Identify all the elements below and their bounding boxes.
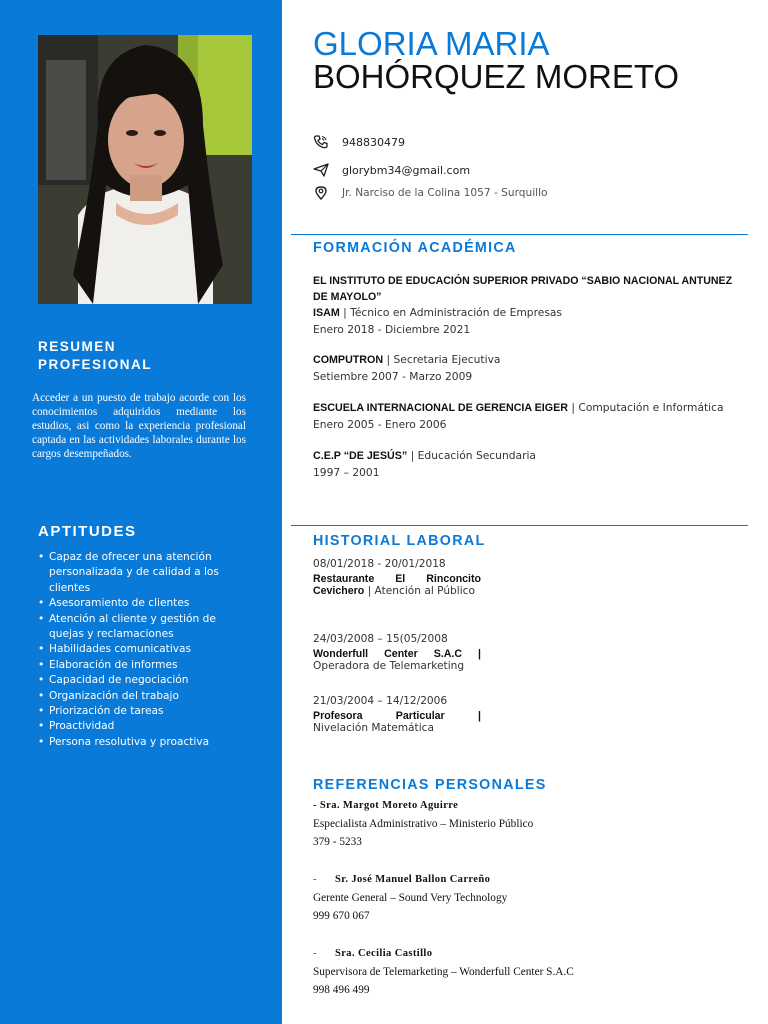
education-school: C.E.P “DE JESÚS” xyxy=(313,450,408,462)
send-icon xyxy=(313,163,331,177)
location-pin-icon xyxy=(313,186,331,200)
skill-item: • Proactividad xyxy=(38,719,238,734)
summary-text: Acceder a un puesto de trabajo acorde con los conocimientos adquiridos mediante los estudios, asi como la experiencia profesional captada en las actividades laborales durante los cargos desempeñados. xyxy=(32,392,246,460)
reference-name: Sra. Cecilia Castillo xyxy=(335,948,433,959)
skill-item: • Habilidades comunicativas xyxy=(38,642,238,657)
address-text: Jr. Narciso de la Colina 1057 - Surquillo xyxy=(342,187,548,199)
phone-number: 948830479 xyxy=(342,135,405,149)
divider-work xyxy=(291,525,748,526)
profile-photo xyxy=(38,35,252,304)
education-school: COMPUTRON xyxy=(313,354,384,366)
education-program: Técnico en Administración de Empresas xyxy=(350,306,562,319)
references-title: REFERENCIAS PERSONALES xyxy=(313,777,547,793)
work-company-cont: Cevichero xyxy=(313,585,365,597)
email-address[interactable]: glorybm34@gmail.com xyxy=(342,163,471,177)
reference-position: Especialista Administrativo – Ministerio Público xyxy=(313,818,534,830)
reference-phone: 379 - 5233 xyxy=(313,836,362,848)
skill-item: • Capaz de ofrecer una atención personalizada y de calidad a los clientes xyxy=(38,550,238,596)
education-item: EL INSTITUTO DE EDUCACIÓN SUPERIOR PRIVADO “SABIO NACIONAL ANTUNEZ DE MAYOLO” ISAM | Técnico en Administración de Empresas Enero 2018 - Diciembre 2021 xyxy=(313,274,738,337)
skill-item: • Persona resolutiva y proactiva xyxy=(38,735,238,750)
reference-name: Sra. Margot Moreto Aguirre xyxy=(319,800,459,811)
work-item: 08/01/2018 - 20/01/2018 Restaurante El Rinconcito Cevichero | Atención al Público xyxy=(313,558,481,597)
work-company: Wonderfull Center S.A.C | xyxy=(313,647,481,660)
skill-item: • Capacidad de negociación xyxy=(38,673,238,688)
skill-item: • Atención al cliente y gestión de quejas y reclamaciones xyxy=(38,612,238,643)
skills-list xyxy=(38,550,238,750)
work-title: HISTORIAL LABORAL xyxy=(313,533,486,549)
reference-name: Sr. José Manuel Ballon Carreño xyxy=(335,874,491,885)
work-dates: 08/01/2018 - 20/01/2018 xyxy=(313,558,446,570)
skill-item: • Asesoramiento de clientes xyxy=(38,596,238,611)
education-dates: Enero 2018 - Diciembre 2021 xyxy=(313,322,471,336)
work-company: Restaurante El Rinconcito xyxy=(313,572,481,585)
work-role: Operadora de Telemarketing xyxy=(313,660,465,672)
education-school: ESCUELA INTERNACIONAL DE GERENCIA EIGER xyxy=(313,402,568,414)
education-dates: Enero 2005 - Enero 2006 xyxy=(313,417,447,431)
contact-email xyxy=(313,163,470,177)
reference-phone: 998 496 499 xyxy=(313,984,370,996)
sidebar xyxy=(0,0,282,1024)
work-dates: 21/03/2004 – 14/12/2006 xyxy=(313,695,448,707)
education-program: Educación Secundaria xyxy=(417,449,536,462)
education-title: FORMACIÓN ACADÉMICA xyxy=(313,240,517,256)
education-item: C.E.P “DE JESÚS” | Educación Secundaria 1997 – 2001 xyxy=(313,448,738,480)
reference-item: - Sr. José Manuel Ballon Carreño Gerente General – Sound Very Technology 999 670 067 xyxy=(313,871,743,925)
phone-icon xyxy=(313,135,331,149)
summary-title xyxy=(38,338,152,374)
education-item: COMPUTRON | Secretaria Ejecutiva Setiembre 2007 - Marzo 2009 xyxy=(313,352,738,384)
education-dates: 1997 – 2001 xyxy=(313,465,380,479)
skill-item: • Priorización de tareas xyxy=(38,704,238,719)
work-role: Nivelación Matemática xyxy=(313,722,434,734)
education-item: ESCUELA INTERNACIONAL DE GERENCIA EIGER | Computación e Informática Enero 2005 - Enero 2006 xyxy=(313,400,738,432)
skill-item: • Elaboración de informes xyxy=(38,658,238,673)
work-dates: 24/03/2008 – 15(05/2008 xyxy=(313,633,448,645)
summary-title-line-2: PROFESIONAL xyxy=(38,357,153,372)
last-name: BOHÓRQUEZ MORETO xyxy=(313,58,680,95)
summary-title-line-1: RESUMEN xyxy=(38,339,117,354)
education-program-abbr: ISAM xyxy=(313,307,340,319)
education-dates: Setiembre 2007 - Marzo 2009 xyxy=(313,369,473,383)
reference-phone: 999 670 067 xyxy=(313,910,370,922)
reference-position: Supervisora de Telemarketing – Wonderfull Center S.A.C xyxy=(313,966,574,978)
first-name: GLORIA MARIA xyxy=(313,25,550,62)
education-program: Computación e Informática xyxy=(578,401,724,414)
contact-address xyxy=(313,186,548,200)
skills-title: APTITUDES xyxy=(38,523,137,540)
divider-education xyxy=(291,234,748,235)
reference-item: - Sra. Margot Moreto Aguirre Especialista Administrativo – Ministerio Público 379 - 5233 xyxy=(313,797,743,851)
work-item xyxy=(313,695,481,735)
education-school: EL INSTITUTO DE EDUCACIÓN SUPERIOR PRIVADO “SABIO NACIONAL ANTUNEZ DE MAYOLO” xyxy=(313,275,733,303)
education-program: Secretaria Ejecutiva xyxy=(393,353,501,366)
work-role: Atención al Público xyxy=(374,585,475,597)
work-item xyxy=(313,633,481,673)
contact-phone xyxy=(313,135,405,149)
reference-position: Gerente General – Sound Very Technology xyxy=(313,892,508,904)
work-company: Profesora Particular | xyxy=(313,709,481,722)
reference-item: - Sra. Cecilia Castillo Supervisora de Telemarketing – Wonderfull Center S.A.C 998 496 499 xyxy=(313,945,743,999)
skill-item: • Organización del trabajo xyxy=(38,689,238,704)
profile-photo-illustration xyxy=(38,35,252,304)
